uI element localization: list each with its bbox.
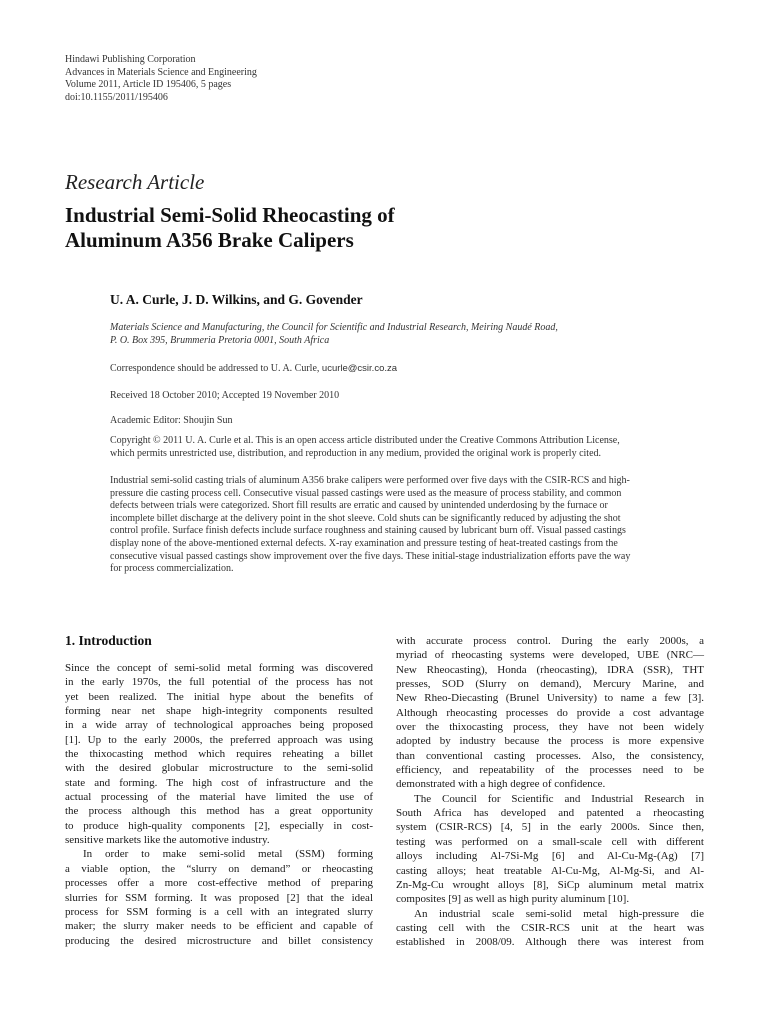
- body-line: An industrial scale semi-solid metal high-pressure die: [414, 907, 704, 920]
- body-line: forming near net shape high-integrity components resulted: [65, 705, 373, 718]
- body-line: casting cell with the CSIR-RCS unit at the heart was: [396, 921, 704, 934]
- abstract-line: for process commercialization.: [110, 563, 234, 575]
- journal-name-line: Advances in Materials Science and Engineering: [65, 66, 257, 78]
- body-line: state and forming. The high cost of infrastructure and the: [65, 776, 373, 789]
- body-line: actual processing of the material have limited the use of: [65, 791, 373, 804]
- doi-line: doi:10.1155/2011/195406: [65, 91, 168, 103]
- body-line: producing the desired microstructure and billet consistency: [65, 934, 373, 947]
- affiliation-line: Materials Science and Manufacturing, the Council for Scientific and Industrial Research, Meiring Naudé Road,: [110, 322, 558, 333]
- body-line: yet been realized. The initial hype about the benefits of: [65, 690, 373, 703]
- body-line: in a wide array of technological approaches being proposed: [65, 719, 373, 732]
- correspondence-text: Correspondence should be addressed to U. A. Curle,: [110, 363, 322, 374]
- article-type: Research Article: [65, 170, 205, 194]
- body-line: system (CSIR-RCS) [4, 5] in the early 2000s. Since then,: [396, 821, 704, 834]
- copyright-line: which permits unrestricted use, distribution, and reproduction in any medium, provided the original work is properly cited.: [110, 448, 602, 459]
- body-line: efficiency, and repeatability of the processes need to be: [396, 764, 704, 777]
- body-line: composites [9] as well as high purity aluminum [10].: [396, 893, 630, 906]
- body-column-left: [65, 661, 373, 948]
- received-dates: Received 18 October 2010; Accepted 19 November 2010: [110, 390, 340, 401]
- body-line: South Africa has developed and patented a rheocasting: [396, 807, 704, 820]
- body-line: Zn-Mg-Cu wrought alloys [8], SiCp aluminum metal matrix: [396, 878, 704, 891]
- abstract-line: Industrial semi-solid casting trials of aluminum A356 brake calipers were performed over five days with the CSIR-RCS and high-: [110, 475, 630, 486]
- volume-line: Volume 2011, Article ID 195406, 5 pages: [65, 79, 232, 91]
- body-line: in the early 1970s, the full potential of the process has not: [65, 676, 373, 689]
- copyright-notice: [110, 434, 706, 460]
- abstract: [110, 475, 706, 576]
- body-line: with the desired globular microstructure to the semi-solid: [65, 762, 373, 775]
- abstract-line: defects between trials were categorized. Short fill results are erratic and caused by unintended underdosing by the furnace or: [110, 500, 608, 512]
- abstract-line: incomplete billet discharge at the delivery point in the shot sleeve. Cold shuts can be significantly reduced by adjusting the shot: [110, 512, 621, 524]
- body-line: myriad of rheocasting systems were developed, UBE (NRC—: [396, 649, 704, 662]
- affiliation: [110, 321, 710, 347]
- correspondence-email-link[interactable]: ucurle@csir.co.za: [321, 363, 398, 374]
- journal-header: [65, 54, 485, 104]
- title-line: Aluminum A356 Brake Calipers: [65, 228, 354, 252]
- copyright-line: Copyright © 2011 U. A. Curle et al. This is an open access article distributed under the Creative Commons Attribution License,: [110, 435, 620, 446]
- body-column-right: [396, 634, 704, 950]
- author-list: U. A. Curle, J. D. Wilkins, and G. Govender: [110, 292, 363, 307]
- correspondence: [110, 362, 397, 375]
- body-line: testing was performed on a small-scale cell with different: [396, 835, 704, 848]
- body-line: New Rheocasting), Honda (rheocasting), IDRA (SSR), THT: [396, 663, 704, 676]
- abstract-line: consecutive visual passed castings show improvement over the five days. These initial-stage industrialization efforts pave the way: [110, 550, 631, 562]
- body-line: Since the concept of semi-solid metal forming was discovered: [65, 662, 373, 674]
- body-line: New Rheo-Diecasting (Brunel University) to name a few [3].: [396, 692, 704, 705]
- body-line: presses, SOD (Slurry on demand), Mercury Marine, and: [396, 678, 704, 691]
- title-line: Industrial Semi-Solid Rheocasting of: [65, 203, 395, 227]
- body-line: alloys including Al-7Si-Mg [6] and Al-Cu-Mg-(Ag) [7]: [396, 850, 704, 863]
- body-line: The Council for Scientific and Industrial Research in: [414, 792, 704, 805]
- body-line: maker; the slurry maker needs to be efficient and capable of: [65, 920, 373, 933]
- body-line: than conventional casting processes. Also, the consistency,: [396, 749, 704, 762]
- body-line: established in 2008/09. Although there was interest from: [396, 936, 704, 949]
- body-line: the process although this method has a great opportunity: [65, 805, 373, 818]
- body-line: [1]. Up to the early 2000s, the preferred approach was using: [65, 733, 373, 746]
- publisher-line: Hindawi Publishing Corporation: [65, 54, 196, 65]
- abstract-line: display none of the above-mentioned external defects. X-ray examination and pressure testing of heat-treated castings from the: [110, 537, 618, 549]
- body-line: over the thixocasting process, they have not been widely: [396, 721, 704, 734]
- section-heading: 1. Introduction: [65, 633, 152, 648]
- body-line: adopted by industry because the process is more expensive: [396, 735, 704, 748]
- body-line: slurries for SSM forming. It was proposed [2] that the ideal: [65, 891, 373, 904]
- body-line: a viable option, the “slurry on demand” or rheocasting: [65, 862, 373, 875]
- body-line: process for SSM forming is a cell with an integrated slurry: [65, 905, 373, 918]
- abstract-line: control profile. Surface finish defects include surface roughness and staining caused by lubricant burn off. Visual passed castings: [110, 525, 626, 537]
- body-line: In order to make semi-solid metal (SSM) forming: [83, 848, 373, 861]
- body-line: demonstrated with a high degree of confidence.: [396, 778, 606, 791]
- academic-editor: Academic Editor: Shoujin Sun: [110, 415, 233, 426]
- body-line: the thixocasting method which requires reheating a billet: [65, 748, 373, 761]
- body-line: Although rheocasting processes do provide a cost advantage: [396, 706, 704, 719]
- body-line: to produce high-quality components [2], especially in cost-: [65, 819, 373, 832]
- body-line: sensitive markets like the automotive industry.: [65, 834, 270, 847]
- body-line: casting alloys; heat treatable Al-Cu-Mg, Al-Mg-Si, and Al-: [396, 864, 704, 877]
- abstract-line: pressure die casting process cell. Consecutive visual passed castings were used as the measure of process stability, and common: [110, 487, 622, 499]
- affiliation-line: P. O. Box 395, Brummeria Pretoria 0001, South Africa: [110, 335, 330, 346]
- body-line: processes offer a more cost-effective method of preparing: [65, 877, 373, 890]
- article-title: [65, 203, 685, 253]
- body-line: with accurate process control. During the early 2000s, a: [396, 635, 704, 647]
